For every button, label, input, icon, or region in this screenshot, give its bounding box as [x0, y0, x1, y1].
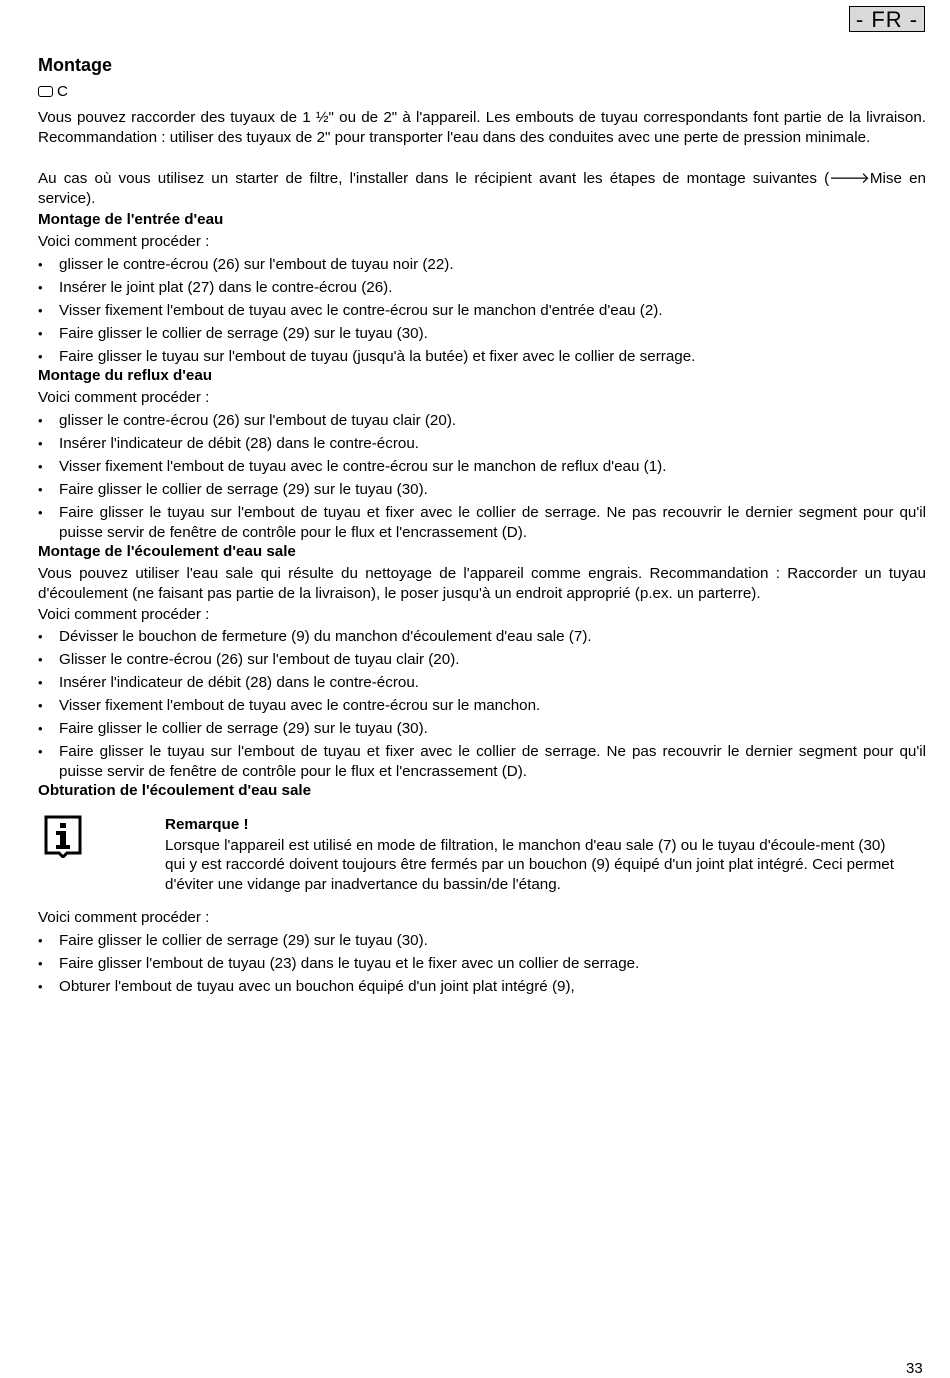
list-item: • glisser le contre-écrou (26) sur l'embout de tuyau noir (22). — [38, 255, 926, 275]
list-item: • Faire glisser le collier de serrage (29) sur le tuyau (30). — [38, 324, 926, 344]
note-title: Remarque ! — [165, 816, 249, 833]
page-number: 33 — [906, 1360, 923, 1377]
figure-letter: C — [57, 83, 68, 100]
list-item: • Faire glisser le collier de serrage (29) sur le tuyau (30). — [38, 480, 926, 500]
list-item: • Insérer l'indicateur de débit (28) dans le contre-écrou. — [38, 434, 926, 454]
list-item: • glisser le contre-écrou (26) sur l'embout de tuyau clair (20). — [38, 411, 926, 431]
intro-paragraph-2: Au cas où vous utilisez un starter de filtre, l'installer dans le récipient avant les étapes de montage suivantes (🡒Mise en service). — [38, 170, 926, 207]
steps-list-inlet — [38, 255, 926, 370]
section-intro-drain: Vous pouvez utiliser l'eau sale qui résulte du nettoyage de l'appareil comme engrais. Recommandation : Raccorder un tuyau d'écoulement (ne faisant pas partie de la livraison), le poser jusqu'à un endroit approprié (p.ex. un parterre). — [38, 565, 926, 602]
section-heading-drain: Montage de l'écoulement d'eau sale — [38, 543, 296, 560]
page-title: Montage — [38, 55, 112, 75]
list-item: • Insérer le joint plat (27) dans le contre-écrou (26). — [38, 278, 926, 298]
list-item: • Faire glisser le collier de serrage (29) sur le tuyau (30). — [38, 719, 926, 739]
list-item: • Faire glisser le tuyau sur l'embout de tuyau (jusqu'à la butée) et fixer avec le collier de serrage. — [38, 347, 926, 367]
intro-paragraph-1: Vous pouvez raccorder des tuyaux de 1 ½" ou de 2" à l'appareil. Les embouts de tuyau correspondants font partie de la livraison. Recommandation : utiliser des tuyaux de 2" pour transporter l'eau dans des conduites avec une perte de pression minimale. — [38, 109, 926, 146]
list-item: • Glisser le contre-écrou (26) sur l'embout de tuyau clair (20). — [38, 650, 926, 670]
section-lead-drain: Voici comment procéder : — [38, 606, 210, 623]
book-icon — [38, 86, 53, 97]
list-item: • Visser fixement l'embout de tuyau avec le contre-écrou sur le manchon d'entrée d'eau (2). — [38, 301, 926, 321]
note-block — [165, 815, 895, 894]
list-item: • Obturer l'embout de tuyau avec un bouchon équipé d'un joint plat intégré (9), — [38, 977, 926, 997]
section-heading-seal: Obturation de l'écoulement d'eau sale — [38, 782, 312, 799]
list-item: • Insérer l'indicateur de débit (28) dans le contre-écrou. — [38, 673, 926, 693]
steps-list-return — [38, 411, 926, 546]
section-heading-return: Montage du reflux d'eau — [38, 367, 213, 384]
list-item: • Visser fixement l'embout de tuyau avec le contre-écrou sur le manchon de reflux d'eau (1). — [38, 457, 926, 477]
list-item: • Faire glisser le collier de serrage (29) sur le tuyau (30). — [38, 931, 926, 951]
section-lead-seal: Voici comment procéder : — [38, 909, 210, 926]
section-lead-inlet: Voici comment procéder : — [38, 233, 210, 250]
list-item: • Faire glisser le tuyau sur l'embout de tuyau et fixer avec le collier de serrage. Ne pas recouvrir le dernier segment pour qu'il puisse servir de fenêtre de contrôle pour le flux et l'encrassement (D). — [38, 503, 926, 542]
section-lead-return: Voici comment procéder : — [38, 389, 210, 406]
steps-list-seal — [38, 931, 926, 1000]
steps-list-drain — [38, 627, 926, 785]
note-text: Lorsque l'appareil est utilisé en mode de filtration, le manchon d'eau sale (7) ou le tuyau d'écoule-ment (30) qui y est raccordé doivent toujours être fermés par un bouchon (9) équipé d'un joint plat intégré. Ceci permet d'éviter une vidange par inadvertance du bassin/de l'étang. — [165, 836, 894, 893]
list-item: • Faire glisser le tuyau sur l'embout de tuyau et fixer avec le collier de serrage. Ne pas recouvrir le dernier segment pour qu'il puisse servir de fenêtre de contrôle pour le flux et l'encrassement (D). — [38, 742, 926, 781]
list-item: • Visser fixement l'embout de tuyau avec le contre-écrou sur le manchon. — [38, 696, 926, 716]
language-badge: - FR - — [849, 6, 925, 32]
info-icon — [42, 814, 84, 858]
figure-reference — [38, 82, 926, 102]
list-item: • Dévisser le bouchon de fermeture (9) du manchon d'écoulement d'eau sale (7). — [38, 627, 926, 647]
section-heading-inlet: Montage de l'entrée d'eau — [38, 211, 224, 228]
list-item: • Faire glisser l'embout de tuyau (23) dans le tuyau et le fixer avec un collier de serrage. — [38, 954, 926, 974]
